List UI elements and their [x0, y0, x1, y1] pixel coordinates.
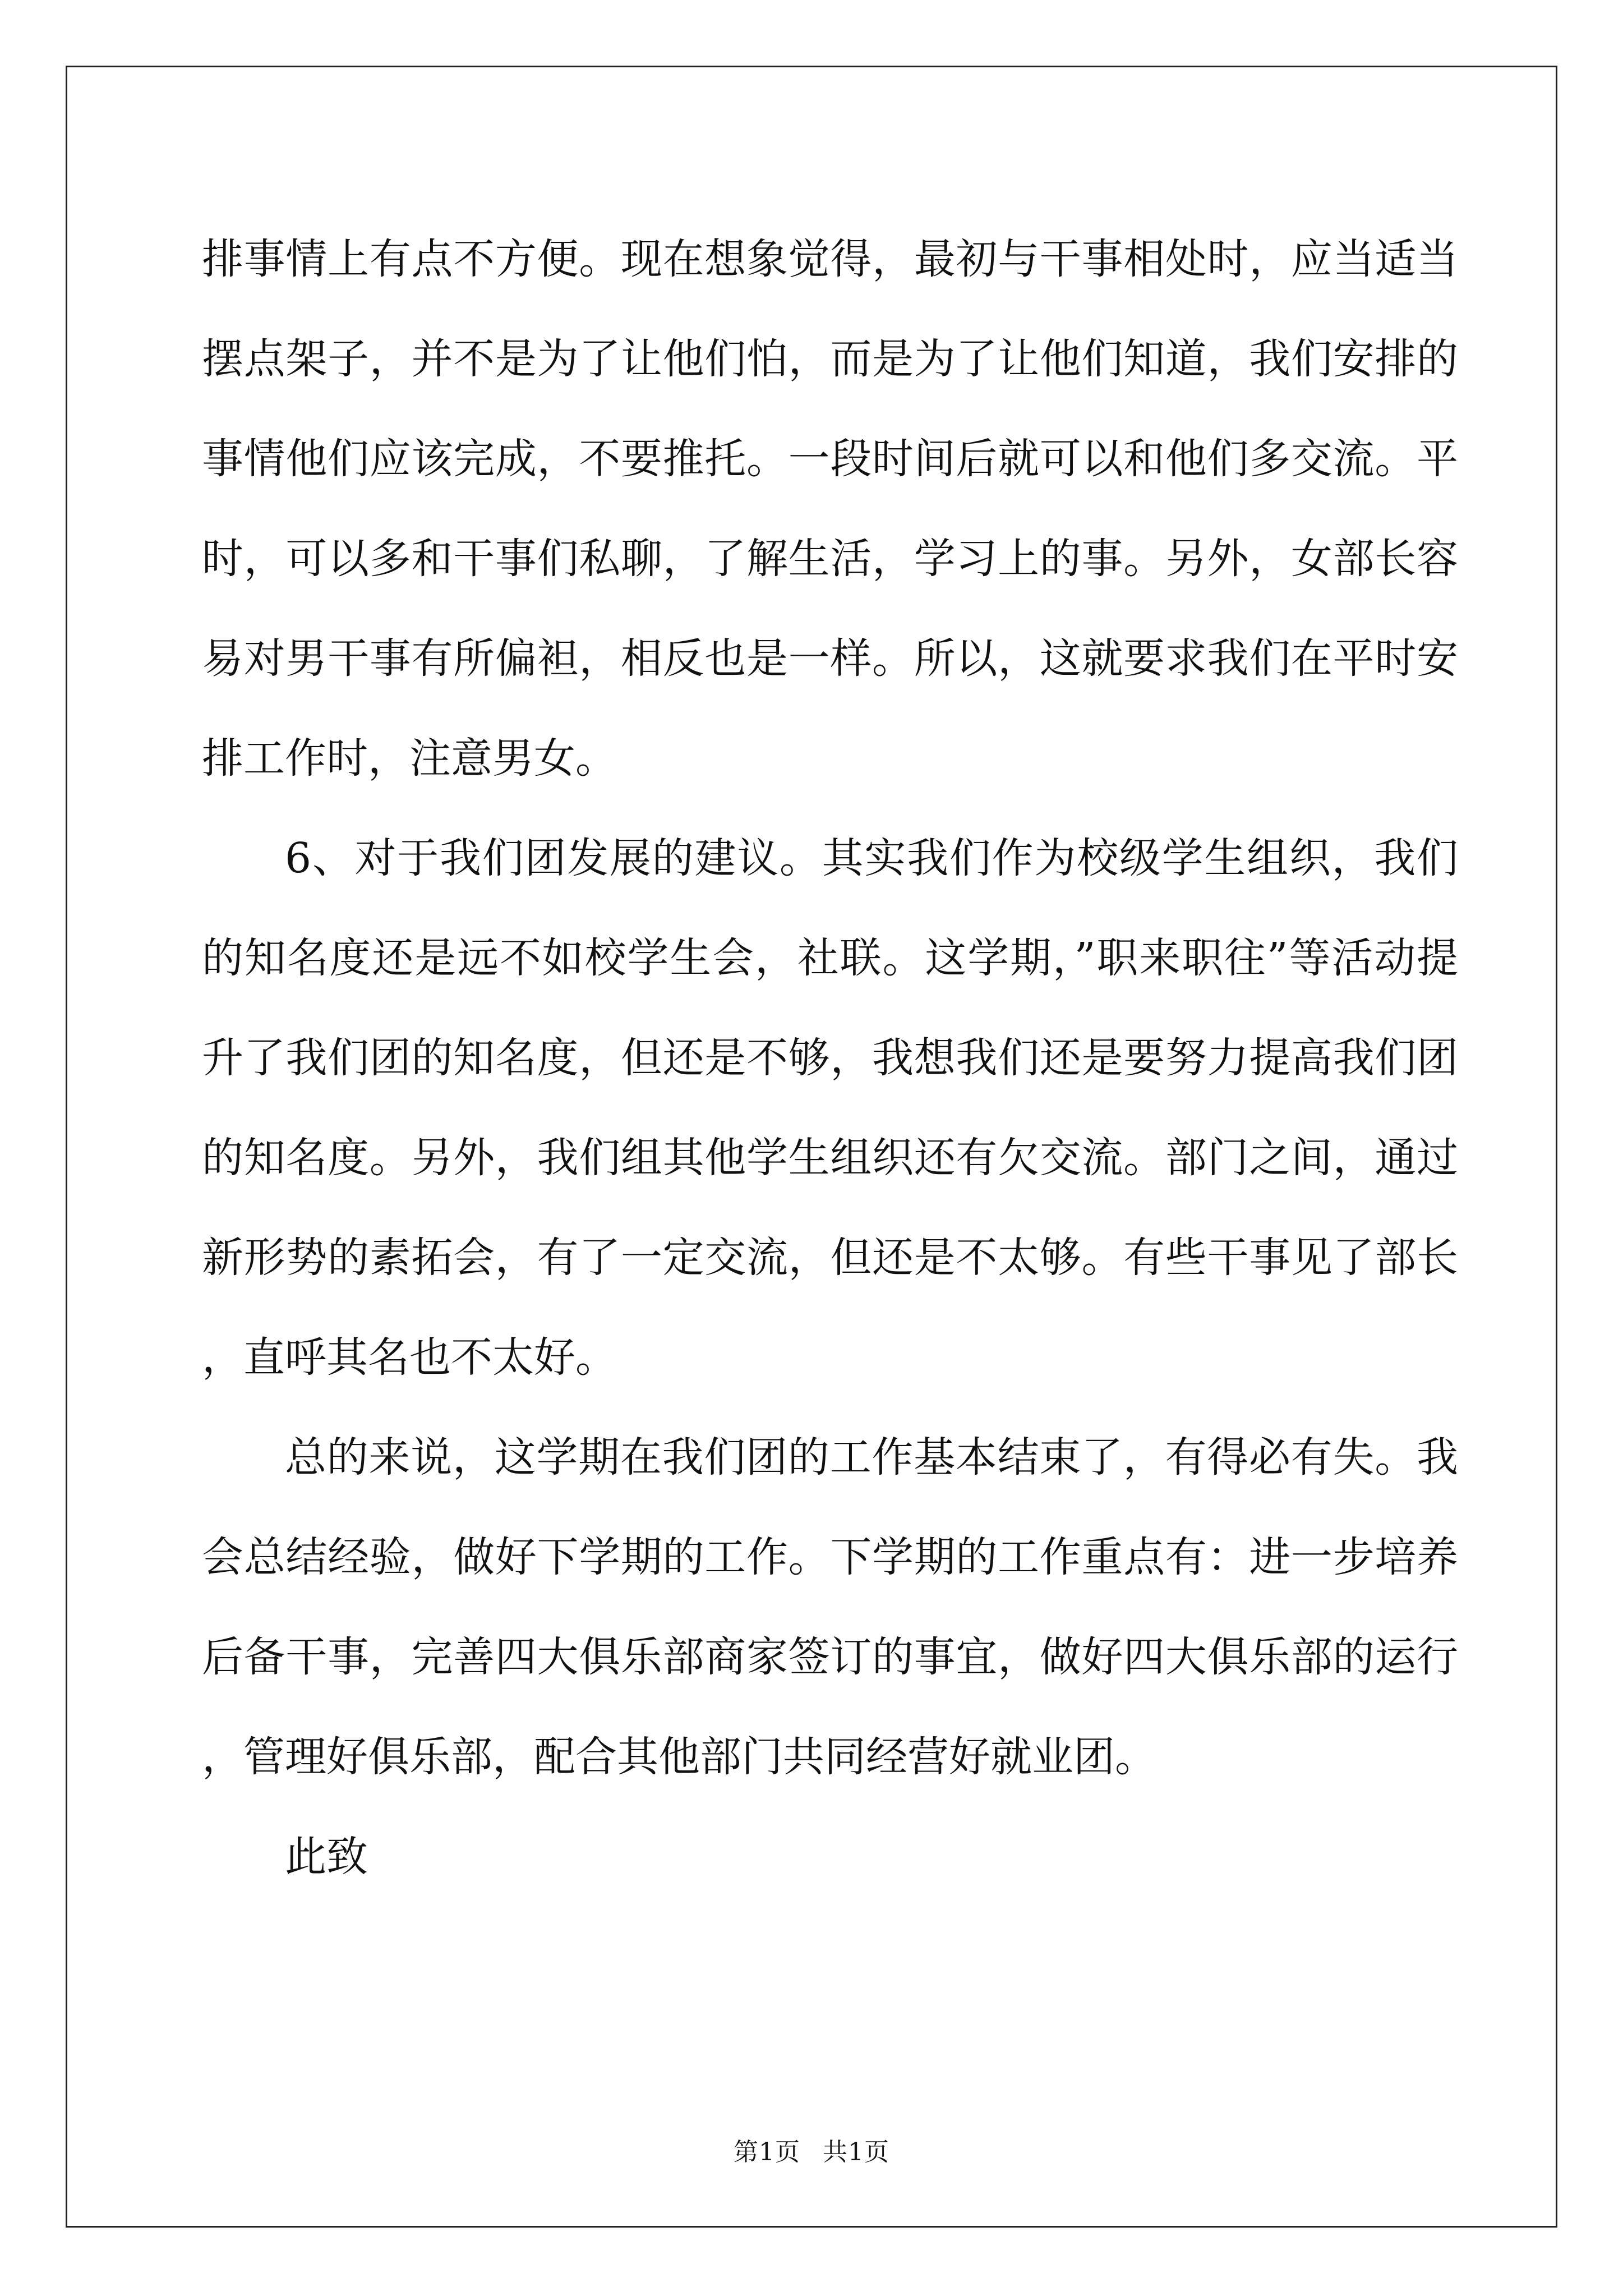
page-footer [67, 2132, 1556, 2168]
page-frame [66, 66, 1557, 2228]
paragraph-3: 总的来说，这学期在我们团的工作基本结束了，有得必有失。我会总结经验，做好下学期的工作。下学期的工作重点有：进一步培养后备干事，完善四大俱乐部商家签订的事宜，做好四大俱乐部的运行，管理好俱乐部，配合其他部门共同经营好就业团。 [202, 1433, 1458, 1781]
paragraph-2: 6、对于我们团发展的建议。其实我们作为校级学生组织，我们的知名度还是远不如校学生会，社联。这学期，”职来职往”等活动提升了我们团的知名度，但还是不够，我想我们还是要努力提高我们团的知名度。另外，我们组其他学生组织还有欠交流。部门之间，通过新形势的素拓会，有了一定交流，但还是不太够。有些干事见了部长，直呼其名也不太好。 [202, 834, 1458, 1382]
paragraph-4-closing: 此致 [285, 1833, 368, 1881]
page-number: 第1页 [734, 2138, 800, 2166]
paragraph-1: 排事情上有点不方便。现在想象觉得，最初与干事相处时，应当适当摆点架子，并不是为了让他们怕，而是为了让他们知道，我们安排的事情他们应该完成，不要推托。一段时间后就可以和他们多交流。平时，可以多和干事们私聊，了解生活，学习上的事。另外，女部长容易对男干事有所偏袒，相反也是一样。所以，这就要求我们在平时安排工作时，注意男女。 [202, 235, 1458, 783]
page-total: 共1页 [823, 2138, 889, 2166]
document-body [202, 209, 1458, 1907]
